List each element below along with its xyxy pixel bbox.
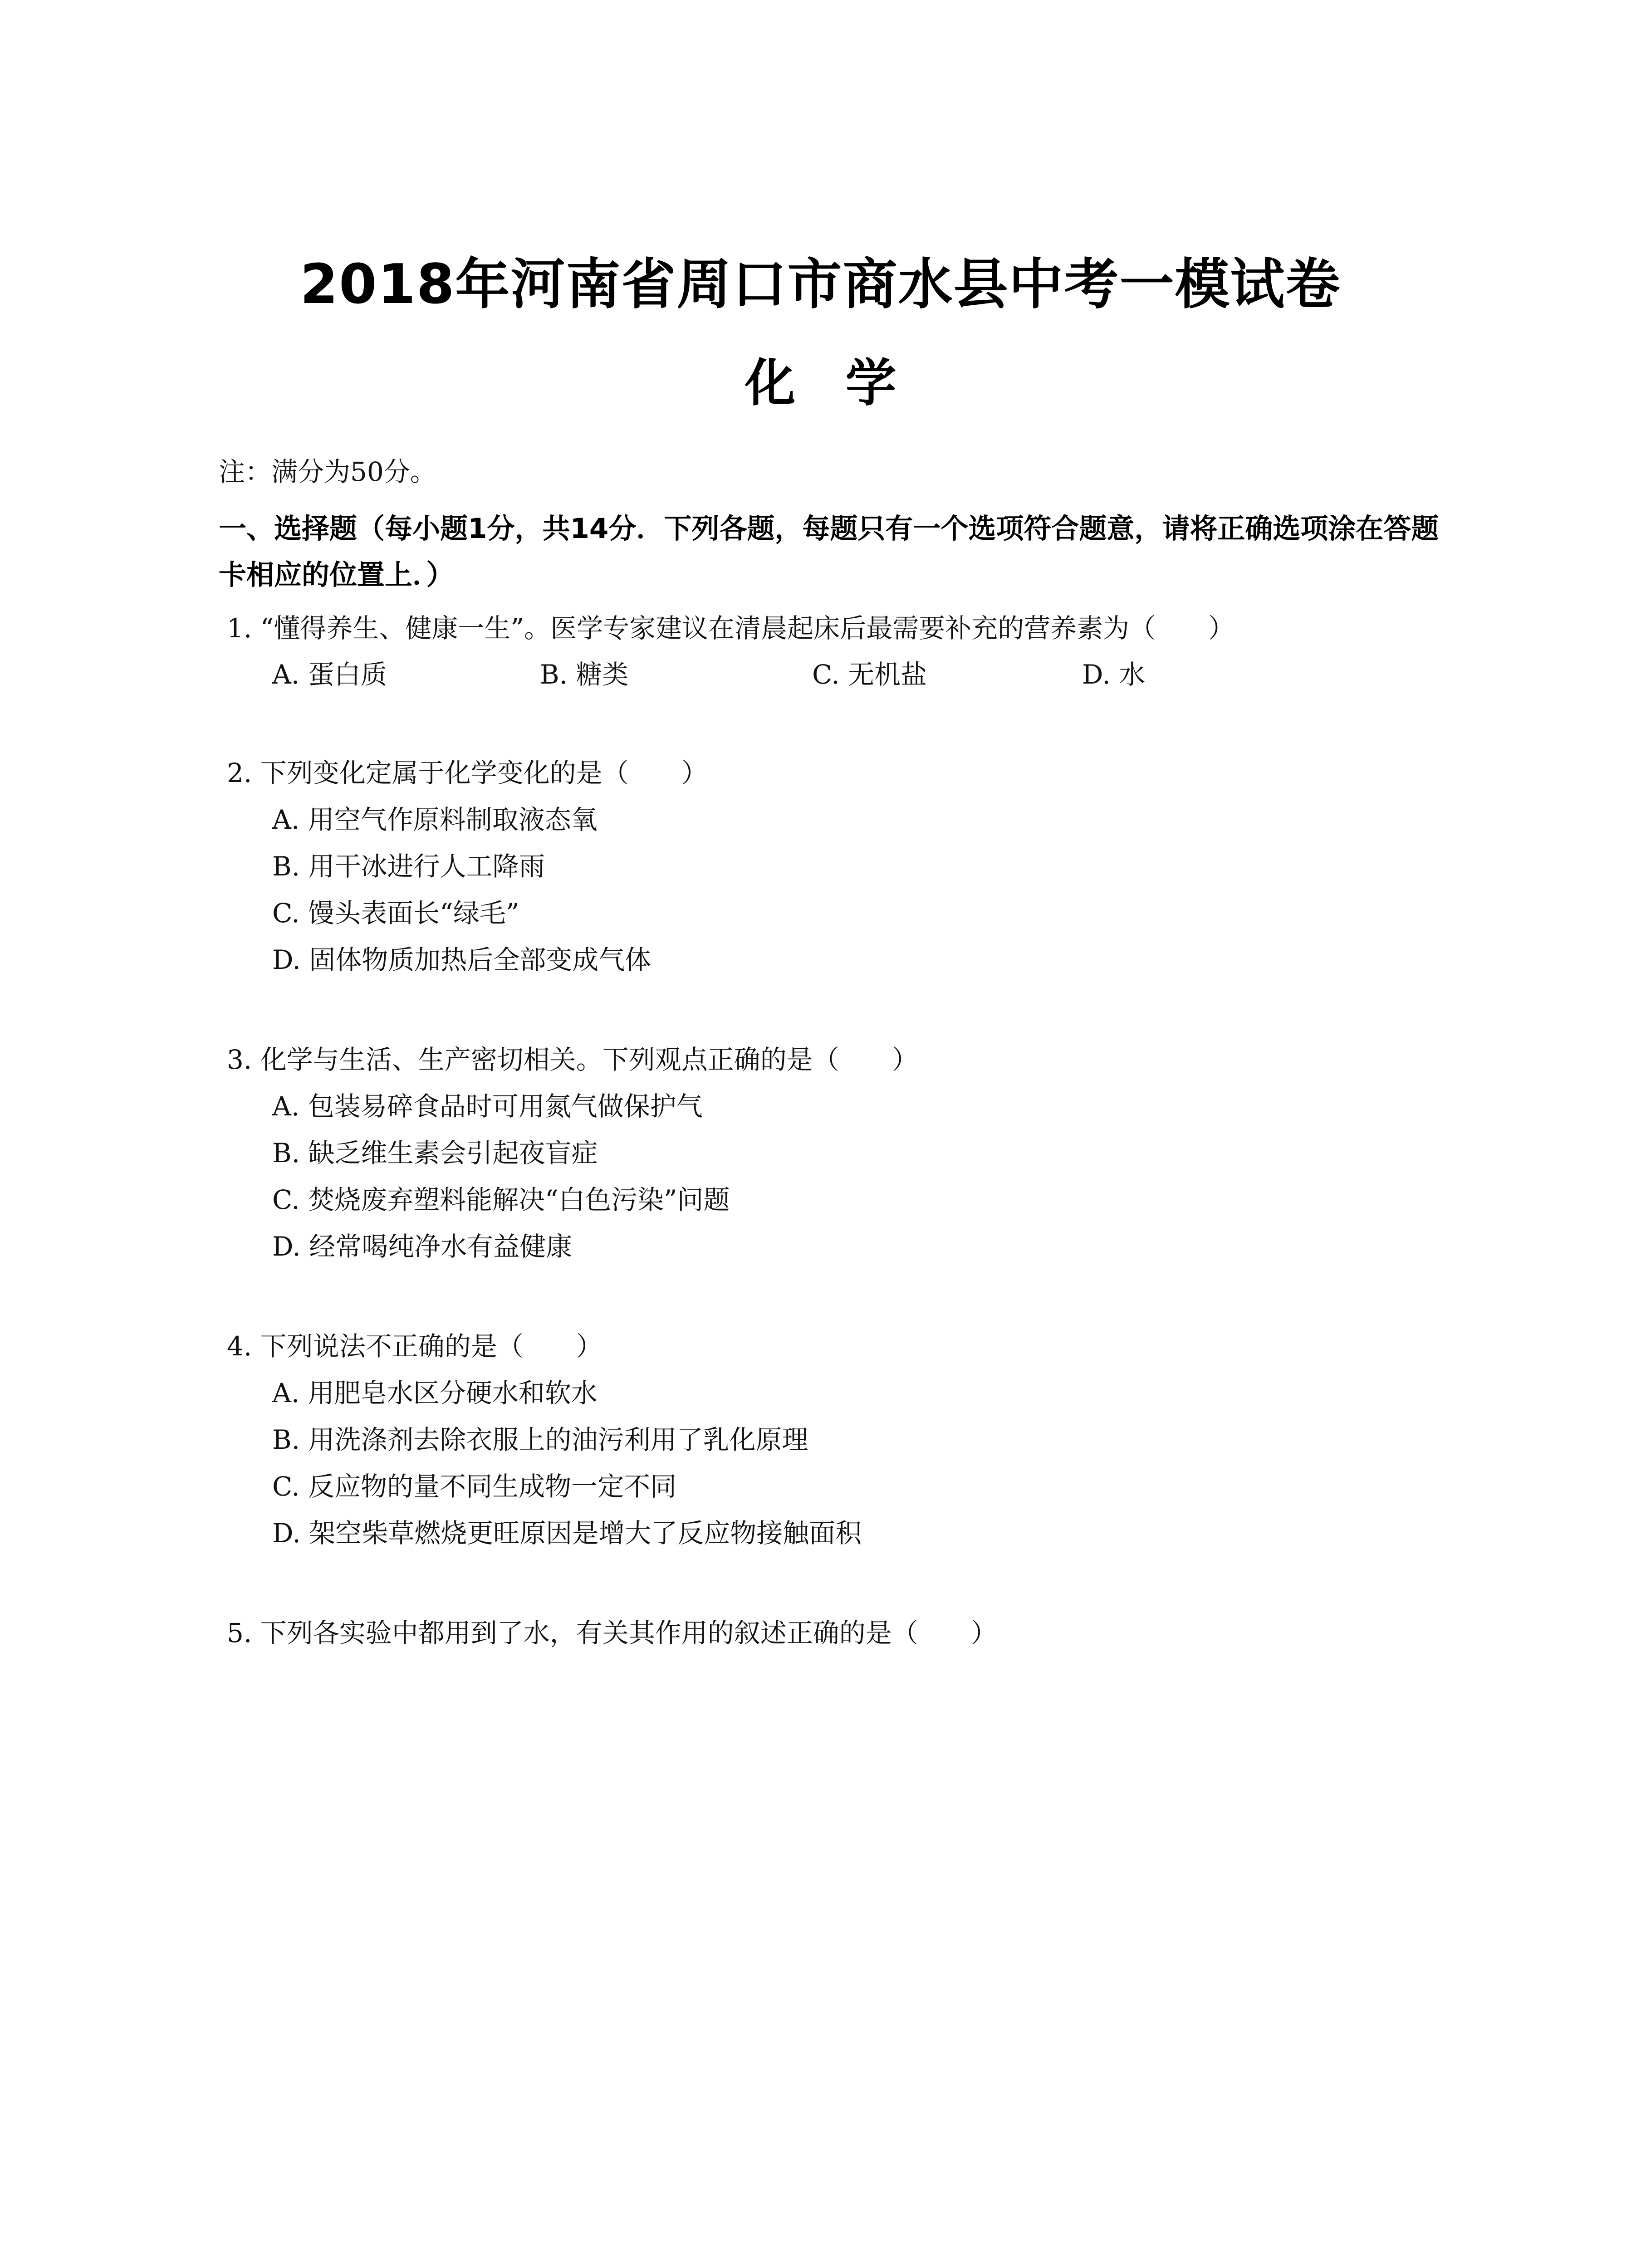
question-3-option-b: B. 缺乏维生素会引起夜盲症 [272, 1138, 598, 1168]
question-1-stem: 1. “懂得养生、健康一生”。医学专家建议在清晨起床后最需要补充的营养素为（ ） [227, 613, 1235, 644]
page-number [0, 2266, 1641, 2268]
question-2-stem: 2. 下列变化定属于化学变化的是（ ） [227, 758, 708, 788]
question-1-option-b: B. 糖类 [540, 659, 629, 690]
section-heading: 一、选择题（每小题1分，共14分．下列各题，每题只有一个选项符合题意，请将正确选项涂在答题卡相应的位置上．） [219, 513, 1439, 591]
question-4-option-a: A. 用肥皂水区分硬水和软水 [272, 1378, 598, 1408]
score-note: 注：满分为50分。 [219, 456, 436, 487]
question-3-stem: 3. 化学与生活、生产密切相关。下列观点正确的是（ ） [227, 1044, 918, 1075]
question-3-option-d: D. 经常喝纯净水有益健康 [272, 1231, 573, 1262]
question-4-option-c: C. 反应物的量不同生成物一定不同 [272, 1471, 677, 1502]
question-2-option-c: C. 馒头表面长“绿毛” [272, 898, 519, 929]
question-3-option-c: C. 焚烧废弃塑料能解决“白色污染”问题 [272, 1184, 730, 1215]
question-3-option-a: A. 包装易碎食品时可用氮气做保护气 [272, 1091, 703, 1122]
exam-title: 2018年河南省周口市商水县中考一模试卷 [300, 253, 1341, 316]
question-5-stem: 5. 下列各实验中都用到了水，有关其作用的叙述正确的是（ ） [227, 1618, 997, 1648]
question-4-stem: 4. 下列说法不正确的是（ ） [227, 1331, 603, 1362]
question-2-option-a: A. 用空气作原料制取液态氧 [272, 804, 598, 835]
question-4-option-b: B. 用洗涤剂去除衣服上的油污利用了乳化原理 [272, 1424, 808, 1455]
question-2-option-b: B. 用干冰进行人工降雨 [272, 851, 545, 882]
question-1-option-d: D. 水 [1082, 659, 1146, 690]
question-4-option-d: D. 架空柴草燃烧更旺原因是增大了反应物接触面积 [272, 1518, 862, 1549]
question-1-option-a: A. 蛋白质 [272, 659, 387, 690]
subject-title: 化学 [745, 354, 946, 413]
question-1-option-c: C. 无机盐 [812, 659, 927, 690]
question-2-option-d: D. 固体物质加热后全部变成气体 [272, 944, 652, 975]
